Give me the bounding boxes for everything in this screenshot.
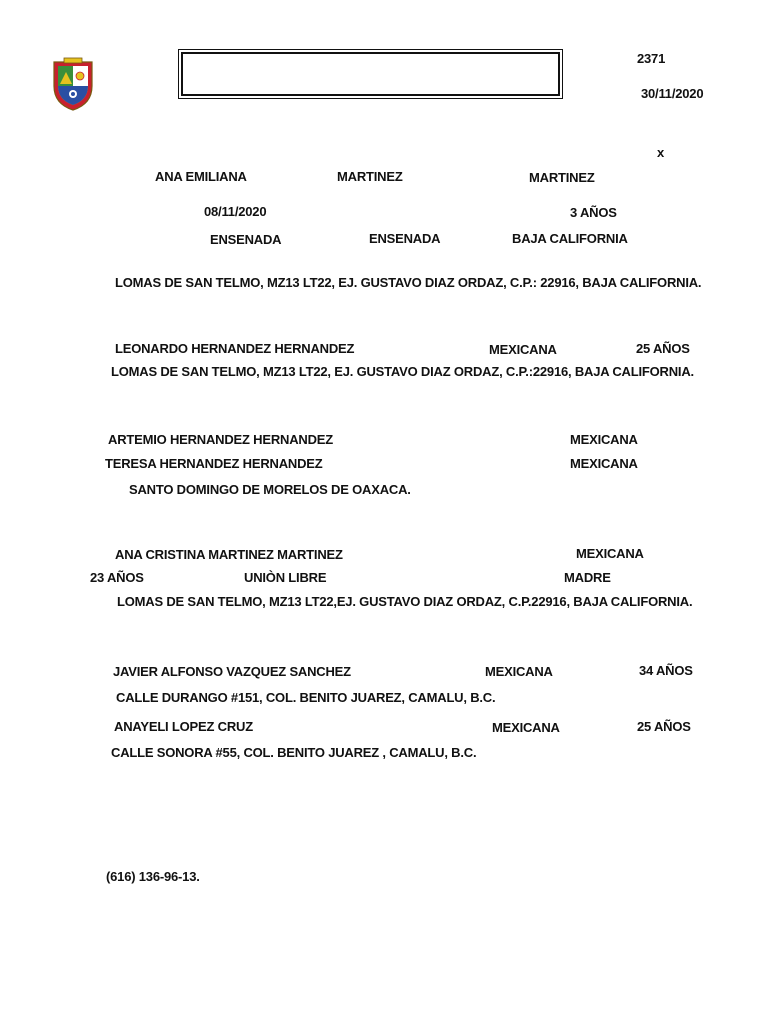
mother-age: 23 AÑOS	[90, 570, 144, 585]
folio-number: 2371	[637, 51, 666, 66]
check-mark: x	[657, 145, 665, 160]
title-box	[181, 52, 560, 96]
witness-1-address: CALLE DURANGO #151, COL. BENITO JUAREZ, CAMALU, B.C.	[116, 690, 496, 705]
grandparents-address: SANTO DOMINGO DE MORELOS DE OAXACA.	[129, 482, 411, 497]
witness-1-name: JAVIER ALFONSO VAZQUEZ SANCHEZ	[113, 664, 351, 679]
registrant-names: ANA EMILIANA	[155, 169, 247, 184]
registrant-address: LOMAS DE SAN TELMO, MZ13 LT22, EJ. GUSTAVO DIAZ ORDAZ, C.P.: 22916, BAJA CALIFORNIA.	[115, 275, 702, 290]
mother-nationality: MEXICANA	[576, 546, 644, 561]
father-name: LEONARDO HERNANDEZ HERNANDEZ	[115, 341, 355, 356]
registrant-state: BAJA CALIFORNIA	[512, 231, 628, 246]
mother-name: ANA CRISTINA MARTINEZ MARTINEZ	[115, 547, 343, 562]
witness-2-nationality: MEXICANA	[492, 720, 560, 735]
grandfather-nationality: MEXICANA	[570, 432, 638, 447]
registrant-surname-1: MARTINEZ	[337, 169, 403, 184]
mother-marital-status: UNIÒN LIBRE	[244, 570, 327, 585]
contact-phone: (616) 136-96-13.	[106, 869, 200, 884]
witness-1-age: 34 AÑOS	[639, 663, 693, 678]
father-age: 25 AÑOS	[636, 341, 690, 356]
coat-of-arms-seal	[50, 56, 96, 112]
registrant-age: 3 AÑOS	[570, 205, 617, 220]
grandmother-nationality: MEXICANA	[570, 456, 638, 471]
father-nationality: MEXICANA	[489, 342, 557, 357]
registrant-birth-date: 08/11/2020	[204, 204, 267, 219]
registrant-place-1: ENSENADA	[210, 232, 282, 247]
registrant-surname-2: MARTINEZ	[529, 170, 595, 185]
witness-2-name: ANAYELI LOPEZ CRUZ	[114, 719, 253, 734]
document-date: 30/11/2020	[641, 86, 704, 101]
mother-relationship: MADRE	[564, 570, 611, 585]
witness-1-nationality: MEXICANA	[485, 664, 553, 679]
grandfather-name: ARTEMIO HERNANDEZ HERNANDEZ	[108, 432, 333, 447]
registrant-place-2: ENSENADA	[369, 231, 441, 246]
mother-address: LOMAS DE SAN TELMO, MZ13 LT22,EJ. GUSTAVO DIAZ ORDAZ, C.P.22916, BAJA CALIFORNIA.	[117, 594, 693, 609]
witness-2-address: CALLE SONORA #55, COL. BENITO JUAREZ , CAMALU, B.C.	[111, 745, 477, 760]
father-address: LOMAS DE SAN TELMO, MZ13 LT22, EJ. GUSTAVO DIAZ ORDAZ, C.P.:22916, BAJA CALIFORNIA.	[111, 364, 694, 379]
grandmother-name: TERESA HERNANDEZ HERNANDEZ	[105, 456, 323, 471]
witness-2-age: 25 AÑOS	[637, 719, 691, 734]
